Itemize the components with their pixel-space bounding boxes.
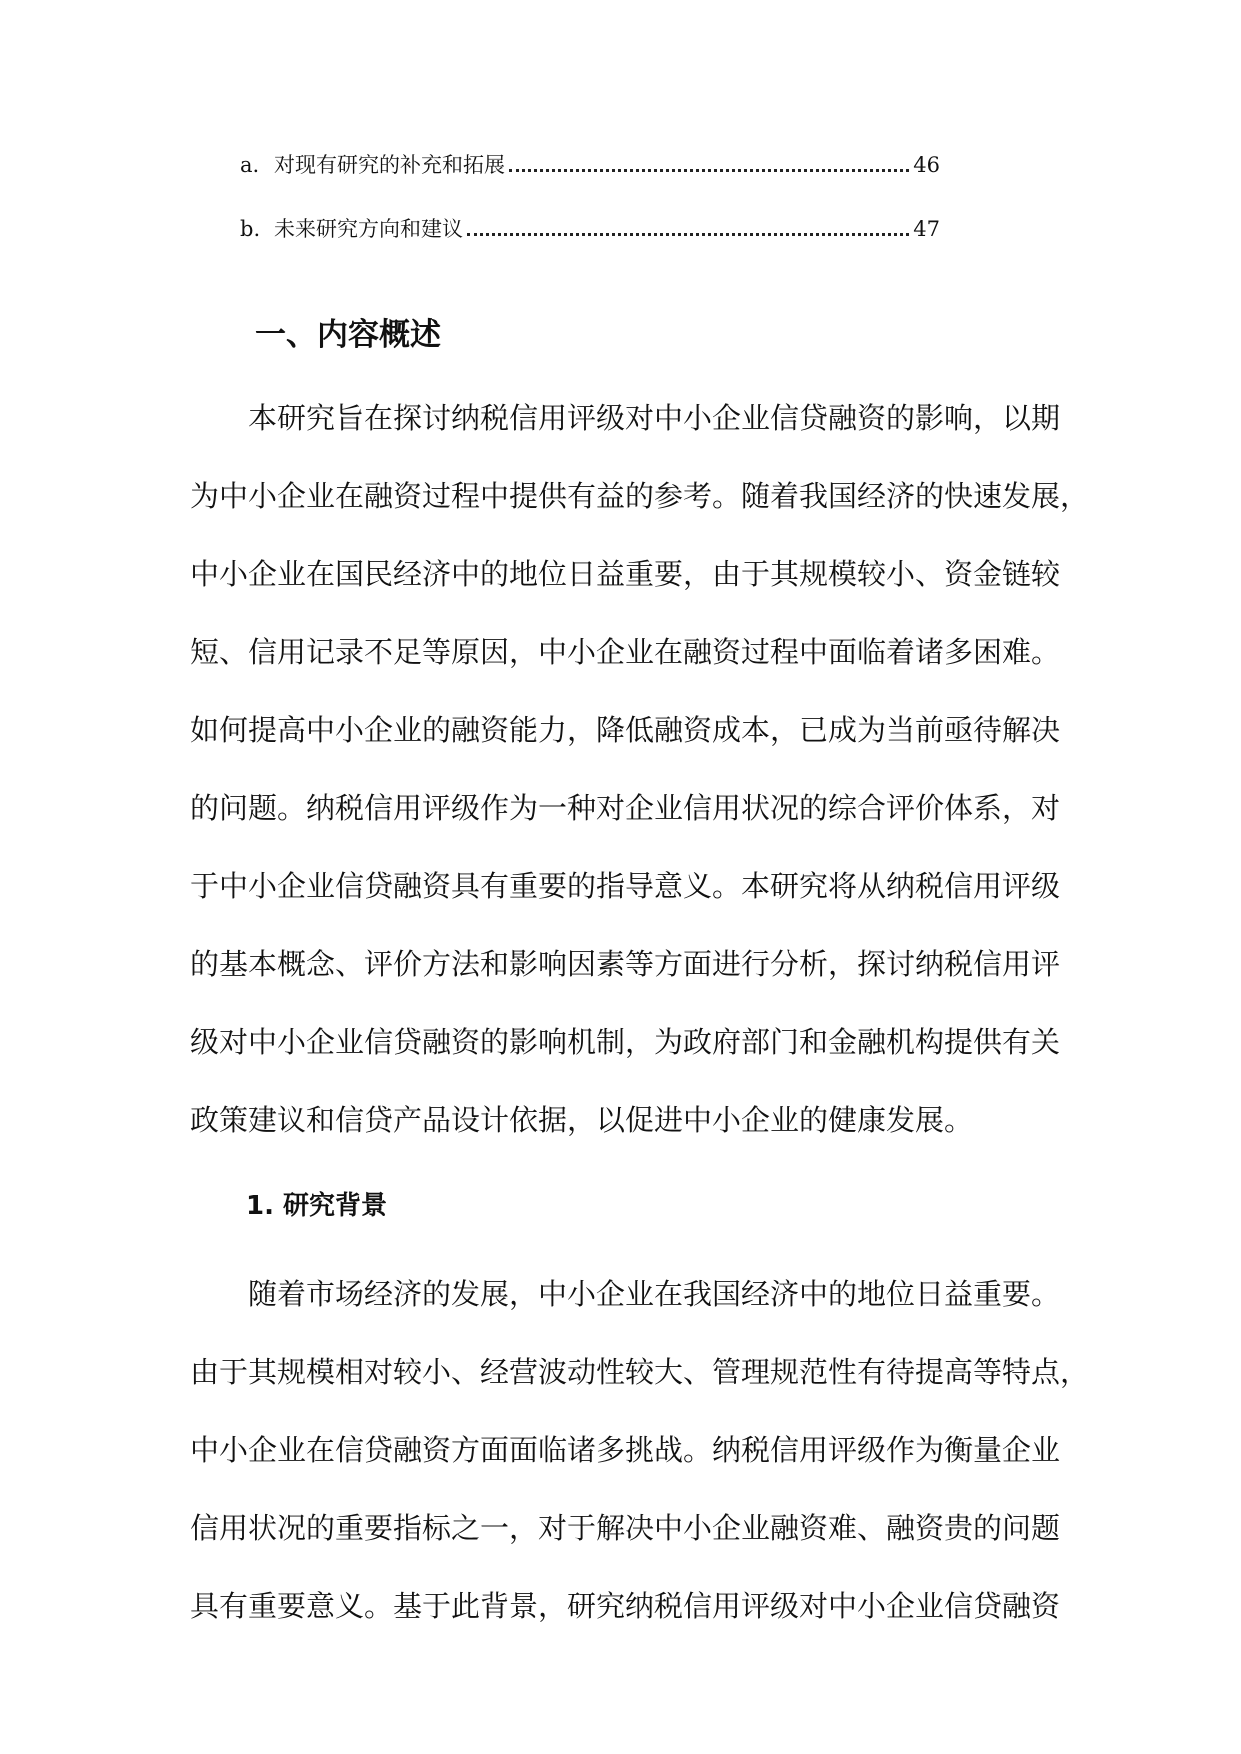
toc-marker: b. [240, 217, 261, 241]
paragraph-line: 的问题。纳税信用评级作为一种对企业信用状况的综合评价体系，对 [190, 791, 1061, 825]
subsection-heading: 1. 研究背景 [246, 1191, 388, 1221]
paragraph-line: 具有重要意义。基于此背景，研究纳税信用评级对中小企业信贷融资 [190, 1589, 1061, 1623]
paragraph-line: 短、信用记录不足等原因，中小企业在融资过程中面临着诸多困难。 [190, 635, 1061, 669]
paragraph-line: 级对中小企业信贷融资的影响机制，为政府部门和金融机构提供有关 [190, 1025, 1061, 1059]
toc-title: 未来研究方向和建议 [274, 217, 463, 241]
paragraph-line: 政策建议和信贷产品设计依据，以促进中小企业的健康发展。 [190, 1103, 974, 1137]
paragraph-line: 本研究旨在探讨纳税信用评级对中小企业信贷融资的影响，以期 [248, 401, 1061, 435]
section-heading: 一、内容概述 [255, 317, 441, 353]
paragraph-line: 如何提高中小企业的融资能力，降低融资成本，已成为当前亟待解决 [190, 713, 1061, 747]
toc-leader [467, 233, 909, 236]
toc-title: 对现有研究的补充和拓展 [274, 153, 505, 177]
paragraph-line: 中小企业在国民经济中的地位日益重要，由于其规模较小、资金链较 [190, 557, 1061, 591]
paragraph-line: 的基本概念、评价方法和影响因素等方面进行分析，探讨纳税信用评 [190, 947, 1061, 981]
toc-page-number: 47 [913, 217, 940, 241]
toc-entry[interactable] [240, 150, 940, 180]
toc-leader [509, 169, 909, 172]
toc-marker: a. [240, 153, 260, 177]
paragraph-line: 中小企业在信贷融资方面面临诸多挑战。纳税信用评级作为衡量企业 [190, 1433, 1061, 1467]
paragraph-line: 信用状况的重要指标之一，对于解决中小企业融资难、融资贵的问题 [190, 1511, 1061, 1545]
paragraph-line: 于中小企业信贷融资具有重要的指导意义。本研究将从纳税信用评级 [190, 869, 1061, 903]
toc-page-number: 46 [913, 153, 940, 177]
paragraph-line: 为中小企业在融资过程中提供有益的参考。随着我国经济的快速发展， [190, 479, 1090, 513]
paragraph-line: 由于其规模相对较小、经营波动性较大、管理规范性有待提高等特点， [190, 1355, 1090, 1389]
paragraph-line: 随着市场经济的发展，中小企业在我国经济中的地位日益重要。 [248, 1277, 1061, 1311]
toc-entry[interactable] [240, 214, 940, 244]
